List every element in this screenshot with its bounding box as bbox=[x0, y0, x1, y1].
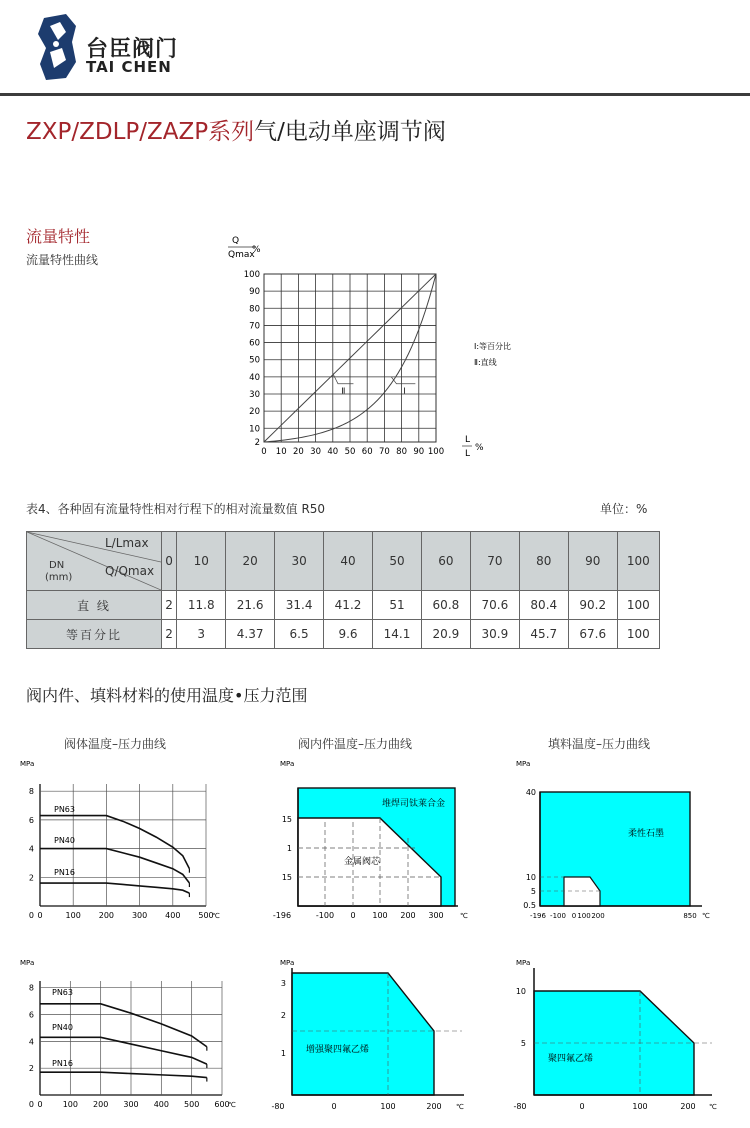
x-tick: 300 bbox=[123, 1100, 139, 1109]
flow-y-tick: 40 bbox=[249, 372, 260, 383]
y-tick: 4 bbox=[28, 844, 34, 854]
svg-text:15: 15 bbox=[281, 873, 292, 882]
svg-text:200: 200 bbox=[426, 1102, 442, 1111]
reinforced-ptfe-chart bbox=[268, 953, 468, 1123]
chart-title-trim: 阀内件温度–压力曲线 bbox=[298, 737, 413, 751]
table-cell: 9.6 bbox=[324, 620, 373, 649]
svg-text:15: 15 bbox=[281, 815, 292, 824]
svg-text:200: 200 bbox=[400, 911, 416, 920]
x-tick: 100 bbox=[65, 911, 81, 920]
diag-left-label-1: DN bbox=[49, 560, 65, 571]
c2-region-inner: 金属阀芯 bbox=[344, 857, 381, 867]
c3-region-outer: 柔性石墨 bbox=[628, 829, 665, 839]
svg-text:1: 1 bbox=[286, 844, 292, 853]
table-cell: 45.7 bbox=[519, 620, 568, 649]
x-tick: 200 bbox=[93, 1100, 109, 1109]
c5-region: 增强聚四氟乙烯 bbox=[306, 1045, 370, 1055]
brand-name-cn: 台臣阀门 bbox=[86, 37, 179, 62]
col-header: 60 bbox=[421, 532, 470, 591]
col-header: 0 bbox=[162, 532, 177, 591]
svg-text:850: 850 bbox=[683, 912, 697, 920]
flow-x-label-den: L bbox=[465, 449, 471, 459]
table-cell: 51 bbox=[373, 591, 422, 620]
svg-text:300: 300 bbox=[428, 911, 444, 920]
svg-text:100: 100 bbox=[380, 1102, 396, 1111]
col-header: 90 bbox=[568, 532, 617, 591]
c1-series-pn16: PN16 bbox=[54, 868, 75, 877]
brand-name-en: TAI CHEN bbox=[86, 58, 172, 76]
chart-title-body: 阀体温度–压力曲线 bbox=[64, 737, 167, 751]
flow-y-label-num: Q bbox=[232, 236, 240, 246]
table-cell: 67.6 bbox=[568, 620, 617, 649]
flow-series-label-II: Ⅱ bbox=[341, 386, 346, 396]
c4-series-pn16: PN16 bbox=[52, 1059, 73, 1068]
packing-temp-pressure-chart bbox=[504, 752, 724, 922]
svg-text:℃: ℃ bbox=[456, 1103, 464, 1111]
table-cell: 90.2 bbox=[568, 591, 617, 620]
svg-text:5: 5 bbox=[520, 1039, 526, 1048]
table-cell: 21.6 bbox=[226, 591, 275, 620]
svg-text:10: 10 bbox=[525, 873, 536, 882]
diag-top-label: L/Lmax bbox=[105, 536, 149, 550]
c4-series-pn40: PN40 bbox=[52, 1023, 73, 1032]
table-cell: 31.4 bbox=[275, 591, 324, 620]
svg-text:1: 1 bbox=[280, 1049, 286, 1058]
svg-text:-100: -100 bbox=[550, 912, 566, 920]
table-unit: 单位：% bbox=[600, 502, 648, 516]
series-pn40 bbox=[40, 849, 189, 883]
svg-text:100: 100 bbox=[632, 1102, 648, 1111]
series-pn16 bbox=[40, 1072, 207, 1077]
chart-title-packing: 填料温度–压力曲线 bbox=[548, 737, 651, 751]
table-cell: 80.4 bbox=[519, 591, 568, 620]
c4-series-pn63: PN63 bbox=[52, 988, 73, 997]
svg-text:0: 0 bbox=[331, 1102, 337, 1111]
svg-text:100: 100 bbox=[372, 911, 388, 920]
table-cell: 20.9 bbox=[421, 620, 470, 649]
col-header: 100 bbox=[617, 532, 659, 591]
flow-x-tick: 40 bbox=[327, 447, 339, 457]
col-header: 50 bbox=[373, 532, 422, 591]
c6-y-unit: MPa bbox=[516, 959, 531, 967]
table-cell: 70.6 bbox=[470, 591, 519, 620]
svg-text:-196: -196 bbox=[530, 912, 546, 920]
c1-series-pn40: PN40 bbox=[54, 836, 75, 845]
flow-x-tick: 0 bbox=[261, 447, 267, 457]
flow-y-tick: 80 bbox=[249, 304, 260, 315]
c5-y-unit: MPa bbox=[280, 959, 295, 967]
col-header: 70 bbox=[470, 532, 519, 591]
y-tick: 4 bbox=[28, 1037, 34, 1047]
c6-region: 聚四氟乙烯 bbox=[548, 1054, 594, 1064]
flow-y-tick: 30 bbox=[249, 390, 260, 400]
y-tick: 6 bbox=[28, 1010, 34, 1020]
x-tick: 200 bbox=[98, 911, 115, 920]
ptfe-chart bbox=[504, 953, 724, 1123]
flow-y-tick: 70 bbox=[249, 321, 260, 332]
x-unit: ℃ bbox=[212, 912, 220, 920]
col-header: 20 bbox=[226, 532, 275, 591]
svg-text:40: 40 bbox=[525, 788, 536, 797]
flow-x-tick: 10 bbox=[275, 447, 287, 457]
flow-x-label-unit: % bbox=[475, 443, 484, 453]
svg-text:0: 0 bbox=[571, 912, 577, 920]
y-tick: 6 bbox=[28, 815, 34, 825]
flow-y-tick: 2 bbox=[254, 438, 260, 448]
col-header: 10 bbox=[177, 532, 226, 591]
table-caption: 表4、各种固有流量特性相对行程下的相对流量数值 R50 bbox=[26, 502, 326, 516]
x-tick: 400 bbox=[153, 1100, 169, 1109]
flow-x-tick: 20 bbox=[292, 447, 304, 457]
svg-text:℃: ℃ bbox=[460, 912, 468, 920]
col-header: 40 bbox=[324, 532, 373, 591]
svg-text:0: 0 bbox=[350, 911, 356, 920]
origin-tick: 0 bbox=[28, 1100, 34, 1109]
c3-y-unit: MPa bbox=[516, 760, 531, 768]
flow-y-tick: 10 bbox=[249, 424, 260, 435]
flow-series-label-I: Ⅰ bbox=[403, 386, 406, 396]
svg-text:2: 2 bbox=[280, 1011, 286, 1020]
table-cell: 4.37 bbox=[226, 620, 275, 649]
flow-y-tick: 20 bbox=[249, 407, 260, 418]
flow-x-tick: 100 bbox=[427, 447, 445, 457]
svg-text:0: 0 bbox=[579, 1102, 585, 1111]
x-tick: 0 bbox=[37, 911, 43, 920]
svg-text:3: 3 bbox=[280, 979, 286, 988]
table-cell: 11.8 bbox=[177, 591, 226, 620]
flow-section-title: 流量特性 bbox=[26, 227, 91, 246]
svg-text:10: 10 bbox=[515, 987, 526, 996]
row-label: 等百分比 bbox=[27, 620, 162, 649]
y-tick: 8 bbox=[28, 983, 34, 993]
c2-y-unit: MPa bbox=[280, 760, 295, 768]
y-tick: 2 bbox=[28, 1064, 34, 1074]
x-tick: 500 bbox=[184, 1100, 200, 1109]
svg-text:℃: ℃ bbox=[702, 912, 710, 920]
diag-mid-label: Q/Qmax bbox=[105, 564, 155, 578]
flow-x-label-num: L bbox=[465, 435, 471, 445]
y-tick: 2 bbox=[28, 873, 34, 883]
table-cell: 60.8 bbox=[421, 591, 470, 620]
table-row bbox=[27, 591, 660, 620]
c2-region-outer: 堆焊司钛莱合金 bbox=[382, 799, 446, 809]
series-pn16 bbox=[40, 883, 189, 893]
col-header: 30 bbox=[275, 532, 324, 591]
flow-section-subtitle: 流量特性曲线 bbox=[26, 253, 99, 267]
svg-text:-100: -100 bbox=[315, 911, 335, 920]
flow-x-tick: 60 bbox=[361, 447, 373, 457]
table-header-row bbox=[27, 532, 660, 591]
flow-y-tick: 100 bbox=[243, 270, 260, 280]
table-cell: 100 bbox=[617, 591, 659, 620]
x-tick: 0 bbox=[37, 1100, 43, 1109]
body-temp-pressure-chart bbox=[10, 752, 240, 922]
flow-characteristic-chart bbox=[220, 232, 520, 464]
page-title bbox=[26, 113, 446, 146]
table-cell: 14.1 bbox=[373, 620, 422, 649]
diag-left-label-2: (mm) bbox=[45, 572, 73, 583]
table-cell: 6.5 bbox=[275, 620, 324, 649]
table-cell: 100 bbox=[617, 620, 659, 649]
svg-text:200: 200 bbox=[591, 912, 605, 920]
table-row bbox=[27, 620, 660, 649]
flow-y-label-den: Qmax bbox=[228, 250, 255, 260]
flow-y-tick: 60 bbox=[249, 338, 260, 349]
flow-x-tick: 70 bbox=[378, 447, 390, 457]
table-cell: 30.9 bbox=[470, 620, 519, 649]
svg-text:200: 200 bbox=[680, 1102, 696, 1111]
svg-text:℃: ℃ bbox=[709, 1103, 717, 1111]
x-tick: 500 bbox=[198, 911, 214, 920]
flow-x-tick: 30 bbox=[310, 447, 322, 457]
flow-legend-linear: Ⅱ:直线 bbox=[474, 358, 497, 367]
materials-section-title: 阀内件、填料材料的使用温度•压力范围 bbox=[26, 686, 308, 705]
x-tick: 300 bbox=[131, 911, 148, 920]
c1-y-unit: MPa bbox=[20, 760, 35, 768]
svg-text:-80: -80 bbox=[513, 1102, 527, 1111]
y-tick: 8 bbox=[28, 787, 34, 797]
flow-values-table bbox=[26, 531, 660, 649]
svg-text:-80: -80 bbox=[271, 1102, 285, 1111]
flow-y-tick: 90 bbox=[249, 287, 260, 298]
flow-x-tick: 90 bbox=[413, 447, 425, 457]
c1-series-pn63: PN63 bbox=[54, 805, 75, 814]
table-cell: 2 bbox=[162, 591, 177, 620]
x-tick: 600 bbox=[214, 1100, 230, 1109]
origin-tick: 0 bbox=[28, 911, 34, 920]
row-label: 直 线 bbox=[27, 591, 162, 620]
trim-temp-pressure-chart bbox=[268, 752, 468, 922]
taichen-logo-icon bbox=[36, 12, 78, 82]
svg-text:0.5: 0.5 bbox=[523, 901, 536, 910]
table-cell: 3 bbox=[177, 620, 226, 649]
title-product: 气/电动单座调节阀 bbox=[254, 119, 446, 145]
body-temp-pressure-chart-2 bbox=[10, 953, 250, 1123]
x-tick: 400 bbox=[165, 911, 181, 920]
flow-legend-equal-percent: Ⅰ:等百分比 bbox=[474, 342, 512, 351]
x-unit: ℃ bbox=[228, 1101, 236, 1109]
col-header: 80 bbox=[519, 532, 568, 591]
svg-text:5: 5 bbox=[530, 887, 536, 896]
flow-y-label-unit: % bbox=[252, 245, 261, 255]
table-cell: 41.2 bbox=[324, 591, 373, 620]
title-series: ZXP/ZDLP/ZAZP系列 bbox=[26, 119, 255, 145]
flow-y-tick: 50 bbox=[249, 355, 260, 366]
table-cell: 2 bbox=[162, 620, 177, 649]
svg-text:100: 100 bbox=[577, 912, 591, 920]
c4-y-unit: MPa bbox=[20, 959, 35, 967]
flow-x-tick: 50 bbox=[344, 447, 356, 457]
table-diagonal-header bbox=[27, 532, 162, 591]
x-tick: 100 bbox=[62, 1100, 78, 1109]
svg-text:-196: -196 bbox=[272, 911, 292, 920]
header-divider bbox=[0, 93, 750, 96]
flow-x-tick: 80 bbox=[396, 447, 408, 457]
